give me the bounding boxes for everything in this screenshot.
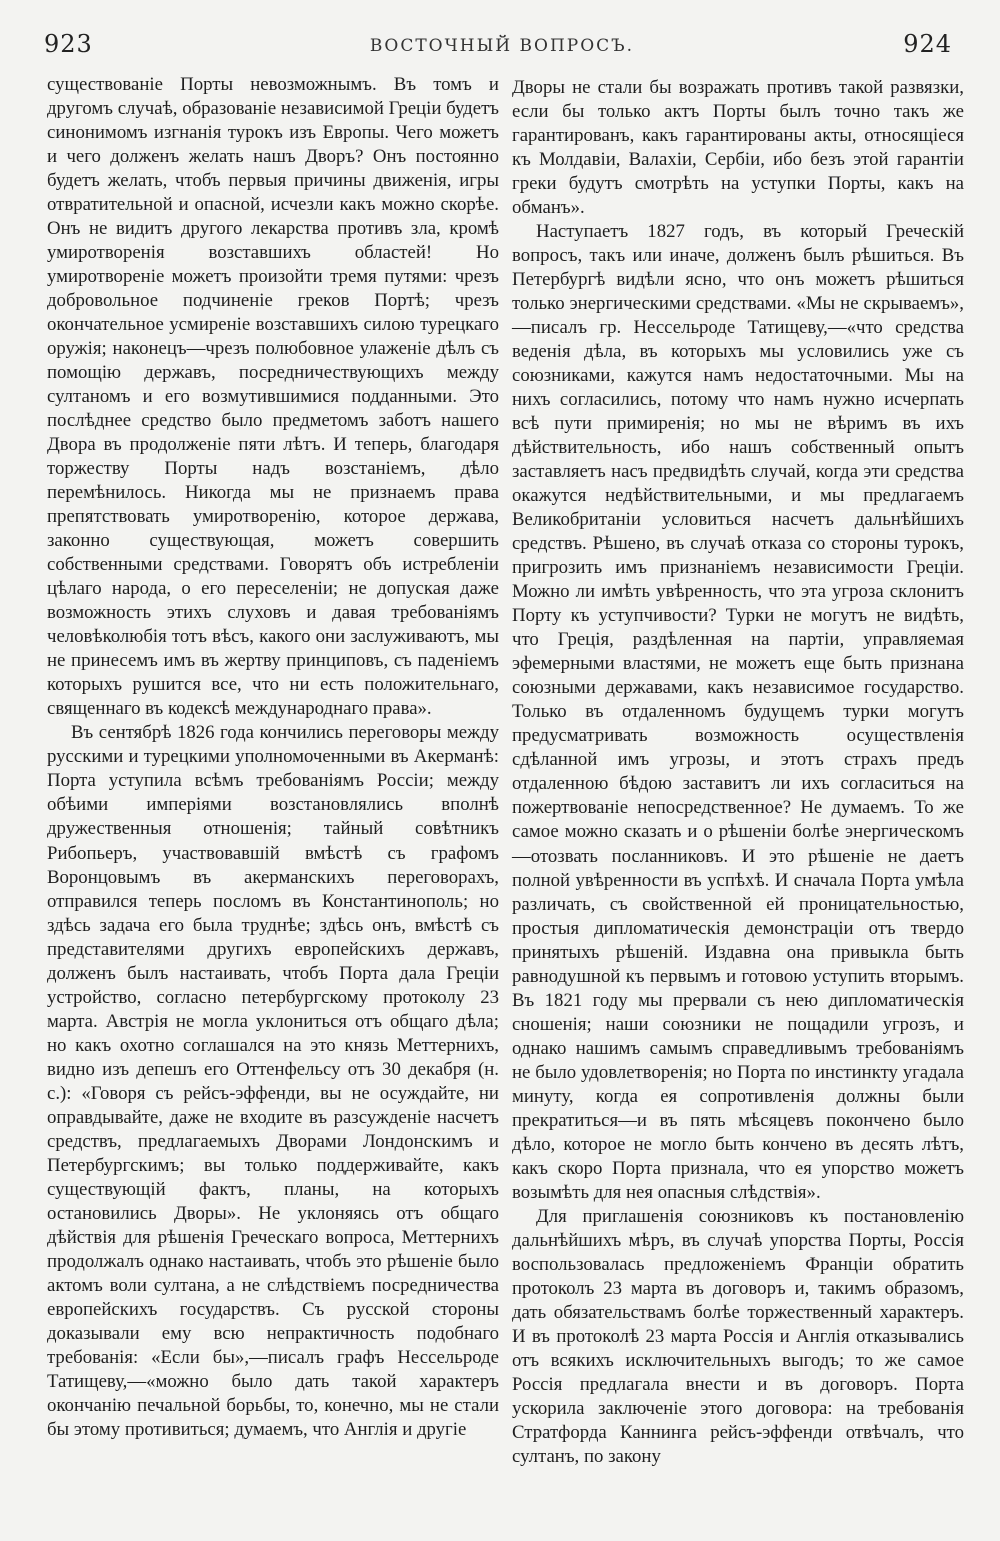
running-title: ВОСТОЧНЫЙ ВОПРОСЪ.	[369, 36, 635, 56]
page-number-right: 924	[903, 30, 952, 58]
left-column	[47, 73, 499, 1442]
paragraph: Наступаетъ 1827 годъ, въ который Греческій вопросъ, такъ или иначе, долженъ былъ рѣшиться. Въ Петербургѣ видѣли ясно, что онъ можетъ рѣшиться только энергическими средствами. «Мы не скрываемъ»,—писалъ гр. Нессельроде Татищеву,—«что средства веденія дѣла, въ которыхъ мы условились уже съ союзниками, кажутся намъ недостаточными. Мы на нихъ согласились, потому что намъ нужно исчерпать всѣ пути примиренія; но мы не вѣримъ въ ихъ дѣйствительность, ибо нашъ собственный опытъ заставляетъ насъ предвидѣть случай, когда эти средства окажутся недѣйствительными, и мы предлагаемъ Великобританіи условиться насчетъ дальнѣйшихъ средствъ. Рѣшено, въ случаѣ отказа со стороны турокъ, пригрозить имъ признаніемъ независимости Греціи. Можно ли имѣть увѣренность, что эта угроза склонитъ Порту къ уступчивости? Турки не могутъ не видѣть, что Греція, раздѣленная на партіи, управляемая эфемерными властями, не можетъ еще быть признана союзными державами, какъ независимое государство. Только въ отдаленномъ будущемъ турки могутъ предусматривать возможность осуществленія сдѣланной имъ угрозы, и этотъ страхъ предъ отдаленною бѣдою заставитъ ли ихъ согласиться на пожертвованіе непосредственное? Не думаемъ. То же самое можно сказать и о рѣшеніи болѣе энергическомъ—отозвать посланниковъ. И это рѣшеніе не даетъ полной увѣренности въ успѣхѣ. И сначала Порта умѣла различать, съ свойственной ей проницательностью, простыя дипломатическія демонстраціи отъ твердо принятыхъ рѣшеній. Издавна она привыкла быть равнодушной къ первымъ и готовою уступить вторымъ. Въ 1821 году мы прервали съ нею дипломатическія сношенія; наши союзники не пощадили угрозъ, и однако нашимъ самымъ справедливымъ требованіямъ не было удовлетворенія; но Порта по инстинкту угадала минуту, когда ея сопротивленія должны были прекратиться—и въ пять мѣсяцевъ покончено было дѣло, которое не могло быть кончено въ десять лѣтъ, какъ скоро Порта признала, что ея упорство можетъ возымѣть для нея опасныя слѣдствія».	[512, 221, 964, 1203]
right-column	[512, 76, 964, 1469]
page-header	[44, 30, 960, 70]
page-number-left: 923	[44, 30, 93, 58]
paragraph: Дворы не стали бы возражать противъ такой развязки, если бы только актъ Порты былъ точно такъ же гарантированъ, какъ гарантированы акты, относящіеся къ Молдавіи, Валахіи, Сербіи, ибо безъ этой гарантіи греки будутъ смотрѣть на уступки Порты, какъ на обманъ».	[512, 77, 964, 219]
paragraph: Въ сентябрѣ 1826 года кончились переговоры между русскими и турецкими уполномоченными въ Акерманѣ: Порта уступила всѣмъ требованіямъ Россіи; между обѣими имперіями возстановлялись вполнѣ дружественныя отношенія; тайный совѣтникъ Рибопьеръ, участвовавшій вмѣстѣ съ графомъ Воронцовымъ въ акерманскихъ переговорахъ, отправился теперь посломъ въ Константинополь; но здѣсь задача его была труднѣе; здѣсь онъ, вмѣстѣ съ представителями другихъ европейскихъ державъ, долженъ былъ настаивать, чтобъ Порта дала Греціи устройство, согласно петербургскому протоколу 23 марта. Австрія не могла уклониться отъ общаго дѣла; но какъ охотно соглашался на это князь Меттернихъ, видно изъ депешъ его Оттенфельсу отъ 30 декабря (н. с.): «Говоря съ рейсъ-эффенди, вы не осуждайте, ни оправдывайте, даже не входите въ разсужденіе насчетъ средствъ, предлагаемыхъ Дворами Лондонскимъ и Петербургскимъ; вы только поддерживайте, какъ существующій фактъ, планы, на которыхъ остановились Дворы». Не уклоняясь отъ общаго дѣйствія для рѣшенія Греческаго вопроса, Меттернихъ продолжалъ однако настаивать, чтобъ это рѣшеніе было актомъ воли султана, а не слѣдствіемъ посредничества европейскихъ государствъ. Съ русской стороны доказывали ему всю непрактичность подобнаго требованія: «Если бы»,—писалъ графъ Нессельроде Татищеву,—«можно было дать такой характеръ окончанію печальной борьбы, то, конечно, мы не стали бы этому противиться; думаемъ, что Англія и другіе	[47, 722, 499, 1440]
paragraph: Для приглашенія союзниковъ къ постановленію дальнѣйшихъ мѣръ, въ случаѣ упорства Порты, Россія воспользовалась предложеніемъ Франціи обратить протоколъ 23 марта въ договоръ и, такимъ образомъ, дать обязательствамъ болѣе торжественный характеръ. И въ протоколѣ 23 марта Россія и Англія отказывались отъ всякихъ исключительныхъ выгодъ; то же самое Россія предлагала внести и въ договоръ. Порта ускорила заключеніе этого договора: на требованія Стратфорда Каннинга рейсъ-эффенди отвѣчалъ, что султанъ, по закону	[512, 1205, 964, 1467]
paragraph: существованіе Порты невозможнымъ. Въ томъ и другомъ случаѣ, образованіе независимой Греціи будетъ синонимомъ изгнанія турокъ изъ Европы. Чего можетъ и чего долженъ желать нашъ Дворъ? Онъ постоянно будетъ желать, чтобъ первыя причины движенія, игры отвратительной и опасной, исчезли какъ можно скорѣе. Онъ не видитъ другого лекарства противъ зла, кромѣ умиротворенія возставшихъ областей! Но умиротвореніе можетъ произойти тремя путями: чрезъ добровольное подчиненіе греков Портѣ; чрезъ окончательное усмиреніе возставшихъ силою турецкаго оружія; наконецъ—чрезъ полюбовное улаженіе дѣлъ съ помощію державъ, посредничествующихъ между султаномъ и его возмутившимися подданными. Это послѣднее средство было предметомъ заботъ нашего Двора въ продолженіе пяти лѣтъ. И теперь, благодаря торжеству Порты надъ возстаніемъ, дѣло перемѣнилось. Никогда мы не признаемъ права препятствовать умиротворенію, которое держава, законно существующая, можетъ совершить собственными средствами. Говорятъ объ истребленіи цѣлаго народа, о его переселеніи; не допуская даже возможность этихъ слуховъ и давая требованіямъ человѣколюбія тотъ вѣсъ, какого они заслуживаютъ, мы не принесемъ имъ въ жертву принциповъ, съ паденіемъ которыхъ рушится все, что ни есть положительнаго, священнаго въ кодексѣ международнаго права».	[47, 74, 499, 720]
